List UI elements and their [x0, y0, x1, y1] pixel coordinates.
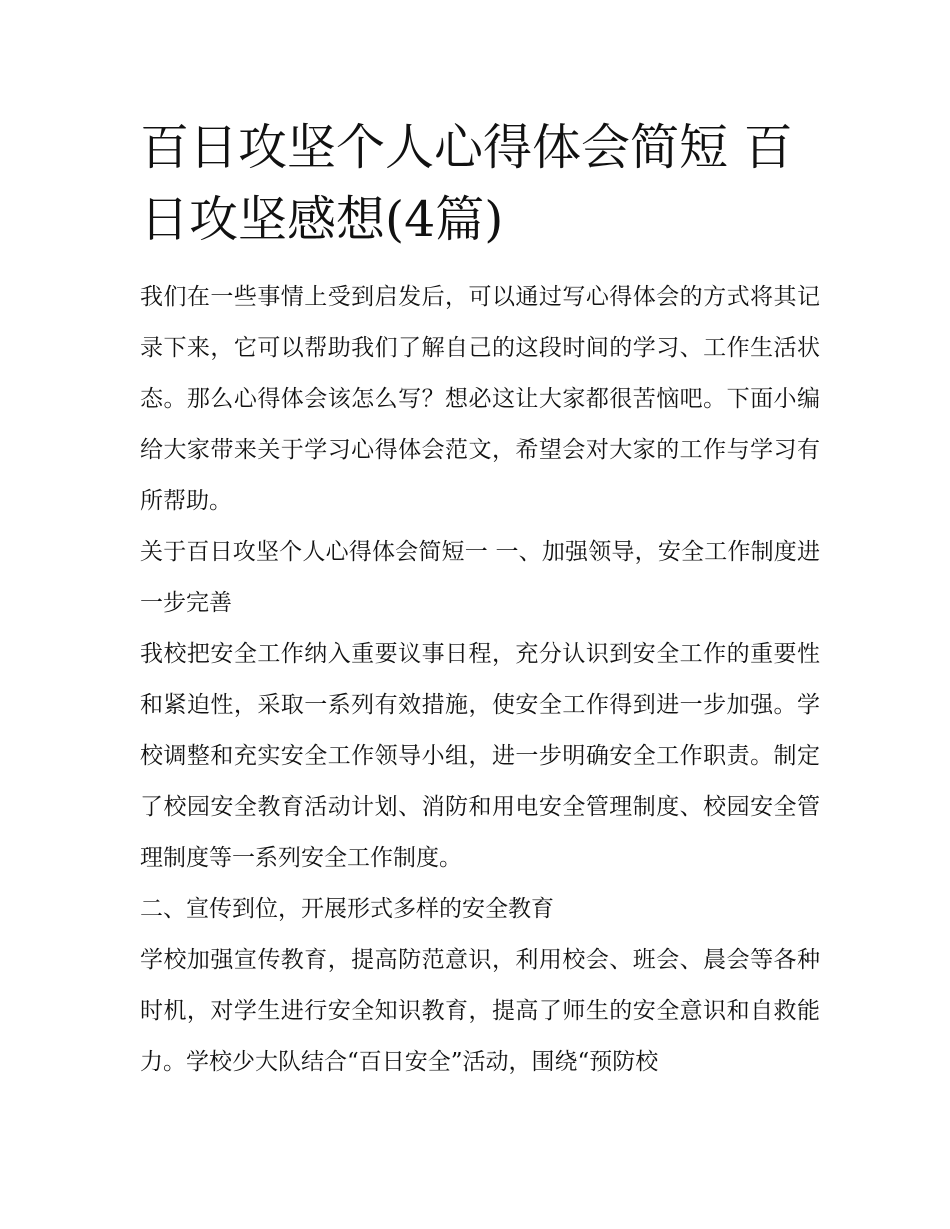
document-page [140, 112, 820, 1088]
document-title: 百日攻坚个人心得体会简短 百日攻坚感想(4篇) [140, 119, 793, 248]
intro-paragraph: 我们在一些事情上受到启发后，可以通过写心得体会的方式将其记录下来，它可以帮助我们了解自己的这段时间的学习、工作生活状态。那么心得体会该怎么写？想必这让大家都很苦恼吧。下面小编给大家带来关于学习心得体会范文，希望会对大家的工作与学习有所帮助。 [140, 284, 820, 514]
body-paragraph-1: 我校把安全工作纳入重要议事日程，充分认识到安全工作的重要性和紧迫性，采取一系列有效措施，使安全工作得到进一步加强。学校调整和充实安全工作领导小组，进一步明确安全工作职责。制定了校园安全教育活动计划、消防和用电安全管理制度、校园安全管理制度等一系列安全工作制度。 [140, 641, 820, 871]
body-paragraph-2: 学校加强宣传教育，提高防范意识，利用校会、班会、晨会等各种时机，对学生进行安全知识教育，提高了师生的安全意识和自救能力。学校少大队结合“百日安全”活动，围绕“预防校 [140, 947, 820, 1075]
section-heading-2: 二、宣传到位，开展形式多样的安全教育 [140, 896, 554, 922]
section-heading-1: 关于百日攻坚个人心得体会简短一 一、加强领导，安全工作制度进一步完善 [140, 539, 820, 616]
